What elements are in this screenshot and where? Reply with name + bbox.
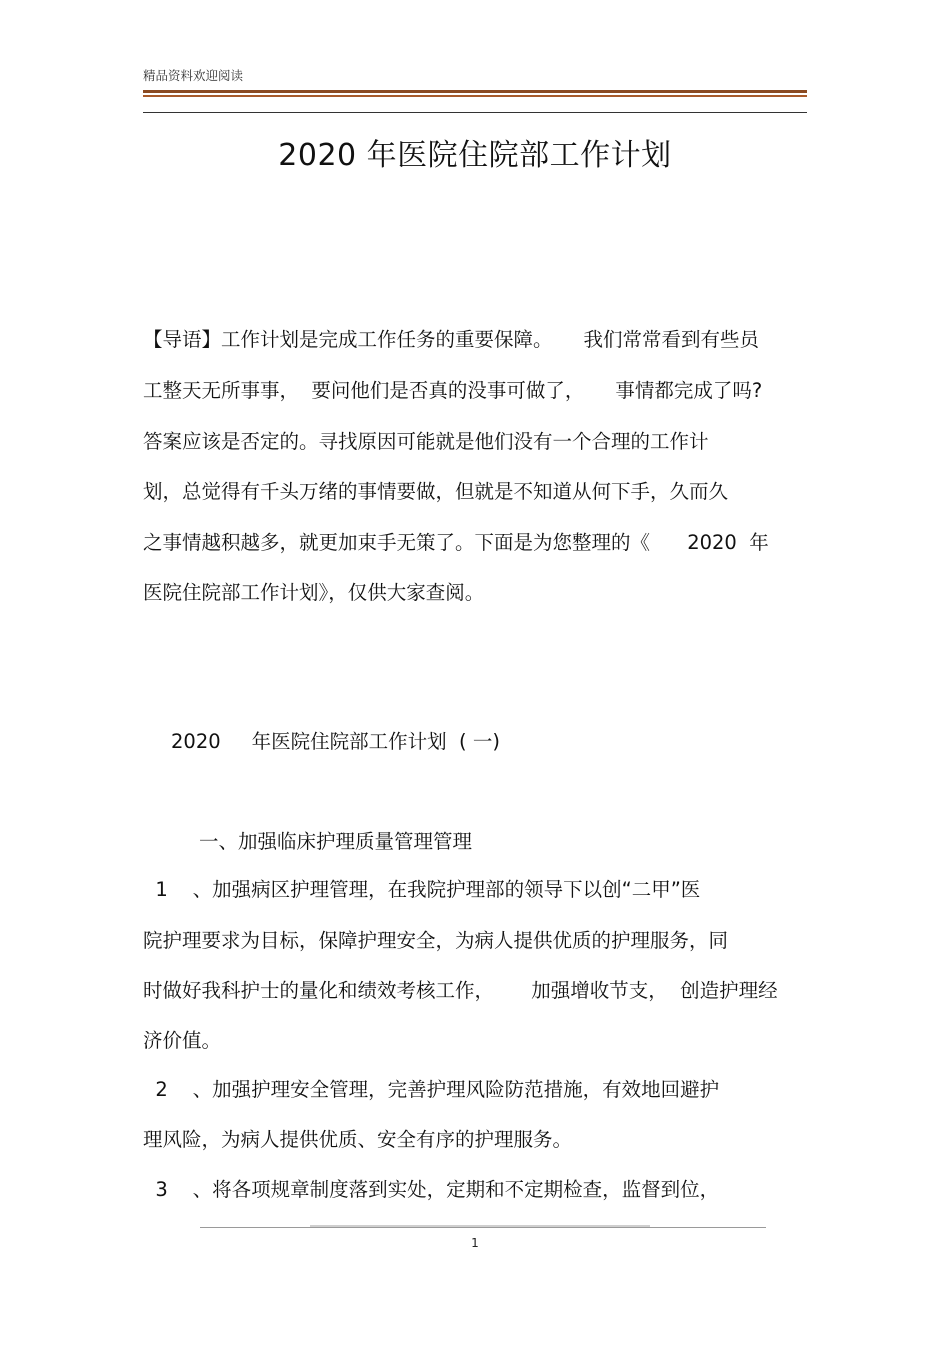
intro-line: 医院住院部工作计划》，仅供大家查阅。 xyxy=(143,581,485,604)
body-line: 时做好我科护士的量化和绩效考核工作， 加强增收节支， 创造护理经 xyxy=(143,979,778,1002)
intro-line: 之事情越积越多，就更加束手无策了。下面是为您整理的《 2020 年 xyxy=(143,531,769,554)
intro-line: 答案应该是否定的。寻找原因可能就是他们没有一个合理的工作计 xyxy=(143,430,709,453)
page-header-text: 精品资料欢迎阅读 xyxy=(143,68,244,83)
page-number: 1 xyxy=(471,1236,479,1250)
section-title: 2020 年医院住院部工作计划 ( 一) xyxy=(171,730,500,753)
intro-line: 工整天无所事事， 要问他们是否真的没事可做了， 事情都完成了吗? xyxy=(143,379,763,402)
body-line: 3 、将各项规章制度落到实处，定期和不定期检查，监督到位， xyxy=(143,1178,720,1201)
body-line: 1 、加强病区护理管理，在我院护理部的领导下以创“二甲”医 xyxy=(143,878,701,901)
body-line: 理风险，为病人提供优质、安全有序的护理服务。 xyxy=(143,1128,573,1151)
body-line: 济价值。 xyxy=(143,1029,222,1052)
document-title: 2020 年医院住院部工作计划 xyxy=(278,138,672,173)
body-line: 院护理要求为目标，保障护理安全，为病人提供优质的护理服务，同 xyxy=(143,929,729,952)
header-rule-thick xyxy=(143,90,807,93)
body-line: 2 、加强护理安全管理，完善护理风险防范措施，有效地回避护 xyxy=(143,1078,720,1101)
intro-line: 划，总觉得有千头万绪的事情要做，但就是不知道从何下手，久而久 xyxy=(143,480,729,503)
footer-rule xyxy=(200,1227,766,1228)
header-rule-thin xyxy=(143,112,807,113)
intro-line: 【导语】工作计划是完成工作任务的重要保障。 我们常常看到有些员 xyxy=(143,328,759,351)
header-rule-accent xyxy=(143,95,807,97)
subheading: 一、加强临床护理质量管理管理 xyxy=(199,830,473,853)
